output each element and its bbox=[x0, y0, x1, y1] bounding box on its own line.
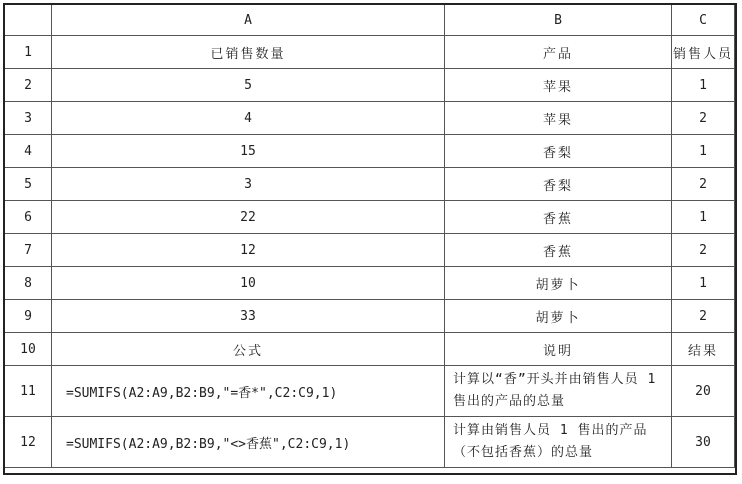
cell-c10[interactable]: 结果 bbox=[672, 333, 735, 366]
cell-a3[interactable]: 4 bbox=[52, 102, 445, 135]
cell-b12-description[interactable]: 计算由销售人员 1 售出的产品（不包括香蕉）的总量 bbox=[445, 417, 672, 468]
cell-b9[interactable]: 胡萝卜 bbox=[445, 300, 672, 333]
row-header[interactable]: 2 bbox=[5, 69, 52, 102]
table-row bbox=[5, 36, 735, 69]
cell-a6[interactable]: 22 bbox=[52, 201, 445, 234]
row-header[interactable]: 3 bbox=[5, 102, 52, 135]
table-row bbox=[5, 135, 735, 168]
cell-b5[interactable]: 香梨 bbox=[445, 168, 672, 201]
cell-a1[interactable]: 已销售数量 bbox=[52, 36, 445, 69]
cell-b6[interactable]: 香蕉 bbox=[445, 201, 672, 234]
cell-c12-result[interactable]: 30 bbox=[672, 417, 735, 468]
cell-c4[interactable]: 1 bbox=[672, 135, 735, 168]
column-header-row bbox=[5, 5, 735, 36]
table-row bbox=[5, 168, 735, 201]
cell-c5[interactable]: 2 bbox=[672, 168, 735, 201]
cell-a4[interactable]: 15 bbox=[52, 135, 445, 168]
table-row bbox=[5, 417, 735, 468]
table-row bbox=[5, 366, 735, 417]
row-header[interactable]: 11 bbox=[5, 366, 52, 417]
row-header[interactable]: 1 bbox=[5, 36, 52, 69]
cell-a11-formula[interactable]: =SUMIFS(A2:A9,B2:B9,"=香*",C2:C9,1) bbox=[52, 366, 445, 417]
table-row bbox=[5, 333, 735, 366]
cell-b10[interactable]: 说明 bbox=[445, 333, 672, 366]
cell-b7[interactable]: 香蕉 bbox=[445, 234, 672, 267]
column-header-b[interactable]: B bbox=[445, 5, 672, 36]
table-row bbox=[5, 201, 735, 234]
cell-c8[interactable]: 1 bbox=[672, 267, 735, 300]
corner-cell[interactable] bbox=[5, 5, 52, 36]
cell-b4[interactable]: 香梨 bbox=[445, 135, 672, 168]
cell-b8[interactable]: 胡萝卜 bbox=[445, 267, 672, 300]
cell-c9[interactable]: 2 bbox=[672, 300, 735, 333]
row-header[interactable]: 6 bbox=[5, 201, 52, 234]
row-header[interactable]: 5 bbox=[5, 168, 52, 201]
table-row bbox=[5, 300, 735, 333]
column-header-c[interactable]: C bbox=[672, 5, 735, 36]
cell-c6[interactable]: 1 bbox=[672, 201, 735, 234]
column-header-a[interactable]: A bbox=[52, 5, 445, 36]
row-header[interactable]: 9 bbox=[5, 300, 52, 333]
cell-b3[interactable]: 苹果 bbox=[445, 102, 672, 135]
cell-a9[interactable]: 33 bbox=[52, 300, 445, 333]
cell-c11-result[interactable]: 20 bbox=[672, 366, 735, 417]
cell-b1[interactable]: 产品 bbox=[445, 36, 672, 69]
row-header[interactable]: 4 bbox=[5, 135, 52, 168]
row-header[interactable]: 10 bbox=[5, 333, 52, 366]
row-header[interactable]: 7 bbox=[5, 234, 52, 267]
cell-c2[interactable]: 1 bbox=[672, 69, 735, 102]
cell-a7[interactable]: 12 bbox=[52, 234, 445, 267]
cell-b2[interactable]: 苹果 bbox=[445, 69, 672, 102]
cell-c1[interactable]: 销售人员 bbox=[672, 36, 735, 69]
table-row bbox=[5, 267, 735, 300]
cell-a2[interactable]: 5 bbox=[52, 69, 445, 102]
cell-a12-formula[interactable]: =SUMIFS(A2:A9,B2:B9,"<>香蕉",C2:C9,1) bbox=[52, 417, 445, 468]
spreadsheet-table bbox=[4, 4, 735, 468]
table-row bbox=[5, 69, 735, 102]
row-header[interactable]: 8 bbox=[5, 267, 52, 300]
table-row bbox=[5, 102, 735, 135]
row-header[interactable]: 12 bbox=[5, 417, 52, 468]
cell-c3[interactable]: 2 bbox=[672, 102, 735, 135]
cell-c7[interactable]: 2 bbox=[672, 234, 735, 267]
table-row bbox=[5, 234, 735, 267]
cell-a10[interactable]: 公式 bbox=[52, 333, 445, 366]
cell-a5[interactable]: 3 bbox=[52, 168, 445, 201]
cell-b11-description[interactable]: 计算以“香”开头并由销售人员 1 售出的产品的总量 bbox=[445, 366, 672, 417]
cell-a8[interactable]: 10 bbox=[52, 267, 445, 300]
